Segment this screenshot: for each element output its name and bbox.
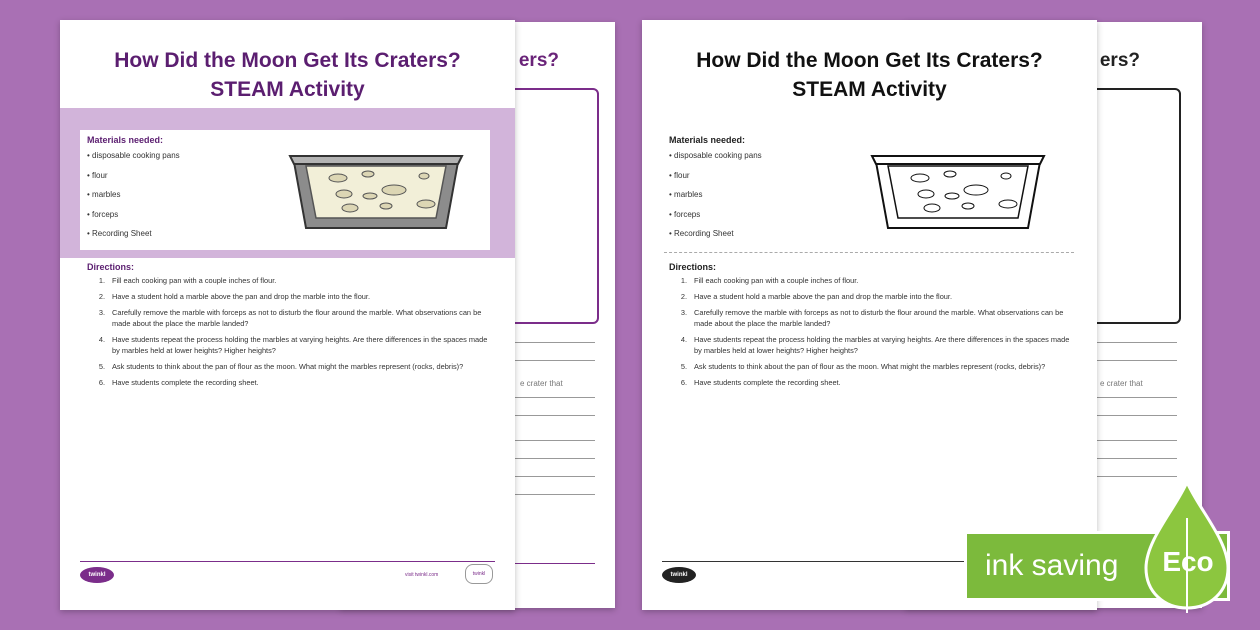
list-item: • forceps	[87, 209, 119, 219]
twinkl-logo: twinkl	[80, 567, 114, 583]
writing-line	[1097, 458, 1177, 459]
materials-heading: Materials needed:	[87, 135, 164, 145]
list-item: • forceps	[669, 209, 701, 219]
title-line-1: How Did the Moon Get Its Craters?	[114, 49, 461, 72]
list-item: 5. Ask students to think about the pan of flour as the moon. What might the marbles represent (rocks, debris)?	[680, 362, 1046, 371]
footer-line	[515, 563, 595, 564]
list-item: • marbles	[87, 190, 121, 200]
writing-line	[1097, 415, 1177, 416]
writing-line	[515, 342, 595, 343]
worksheet-color-version	[60, 20, 515, 610]
list-item: • Recording Sheet	[87, 229, 152, 239]
title-line-2: STEAM Activity	[210, 78, 365, 101]
writing-line	[515, 397, 595, 398]
list-item: • Recording Sheet	[669, 229, 734, 239]
directions-list	[669, 275, 1079, 393]
page-title	[642, 20, 1097, 108]
writing-line	[1097, 397, 1177, 398]
twinkl-logo: twinkl	[662, 567, 696, 583]
writing-line	[515, 476, 595, 477]
list-item: • flour	[87, 170, 108, 180]
writing-line	[1097, 360, 1177, 361]
footer-url: visit twinkl.com	[405, 572, 439, 578]
materials-list	[87, 151, 180, 249]
materials-heading: Materials needed:	[669, 135, 746, 145]
writing-line	[1097, 476, 1177, 477]
list-item: 3. Carefully remove the marble with forceps as not to disturb the flour around the marble. What observations can be made about the place the marble landed?	[680, 308, 1064, 328]
directions-heading: Directions:	[87, 262, 135, 272]
list-item: 4. Have students repeat the process holding the marbles at varying heights. Are there differences in the spaces made by marbles held at lower heights? Higher heights?	[98, 335, 488, 355]
materials-list	[669, 151, 762, 249]
list-item: 5. Ask students to think about the pan of flour as the moon. What might the marbles represent (rocks, debris)?	[98, 362, 464, 371]
footer-badge: twinkl	[465, 564, 493, 584]
list-item: 1. Fill each cooking pan with a couple inches of flour.	[680, 276, 859, 285]
list-item: • disposable cooking pans	[669, 151, 762, 160]
list-item: • disposable cooking pans	[87, 151, 180, 160]
directions-heading: Directions:	[669, 262, 717, 272]
worksheet-ink-saving-version	[642, 20, 1097, 610]
writing-line	[1097, 440, 1177, 441]
title-line-1: How Did the Moon Get Its Craters?	[696, 49, 1043, 72]
back-page-title: ers?	[1099, 50, 1140, 71]
list-item: 3. Carefully remove the marble with forceps as not to disturb the flour around the marble. What observations can be made about the place the marble landed?	[98, 308, 482, 328]
writing-line	[515, 440, 595, 441]
ink-saving-label: ink saving	[985, 549, 1119, 582]
section-divider	[664, 252, 1074, 253]
back-page-title: ers?	[518, 50, 559, 71]
eco-label: Eco	[1162, 546, 1214, 577]
writing-line	[515, 360, 595, 361]
title-line-2: STEAM Activity	[792, 78, 947, 101]
list-item: 2. Have a student hold a marble above the pan and drop the marble into the flour.	[98, 292, 371, 301]
list-item: • marbles	[669, 190, 703, 200]
writing-line	[1097, 342, 1177, 343]
writing-line	[515, 494, 595, 495]
list-item: 2. Have a student hold a marble above the pan and drop the marble into the flour.	[680, 292, 953, 301]
list-item: 6. Have students complete the recording sheet.	[98, 378, 259, 387]
directions-list	[87, 275, 497, 393]
list-item: 6. Have students complete the recording sheet.	[680, 378, 841, 387]
flour-pan-illustration	[286, 144, 466, 232]
writing-line	[515, 415, 595, 416]
list-item: • flour	[669, 170, 690, 180]
back-page-text: e crater that	[1100, 379, 1143, 388]
list-item: 4. Have students repeat the process holding the marbles at varying heights. Are there differences in the spaces made by marbles held at lower heights? Higher heights?	[680, 335, 1070, 355]
footer-line	[80, 561, 495, 562]
list-item: 1. Fill each cooking pan with a couple inches of flour.	[98, 276, 277, 285]
writing-line	[515, 458, 595, 459]
page-title	[60, 20, 515, 108]
flour-pan-illustration	[868, 144, 1048, 232]
back-page-text: e crater that	[520, 379, 563, 388]
